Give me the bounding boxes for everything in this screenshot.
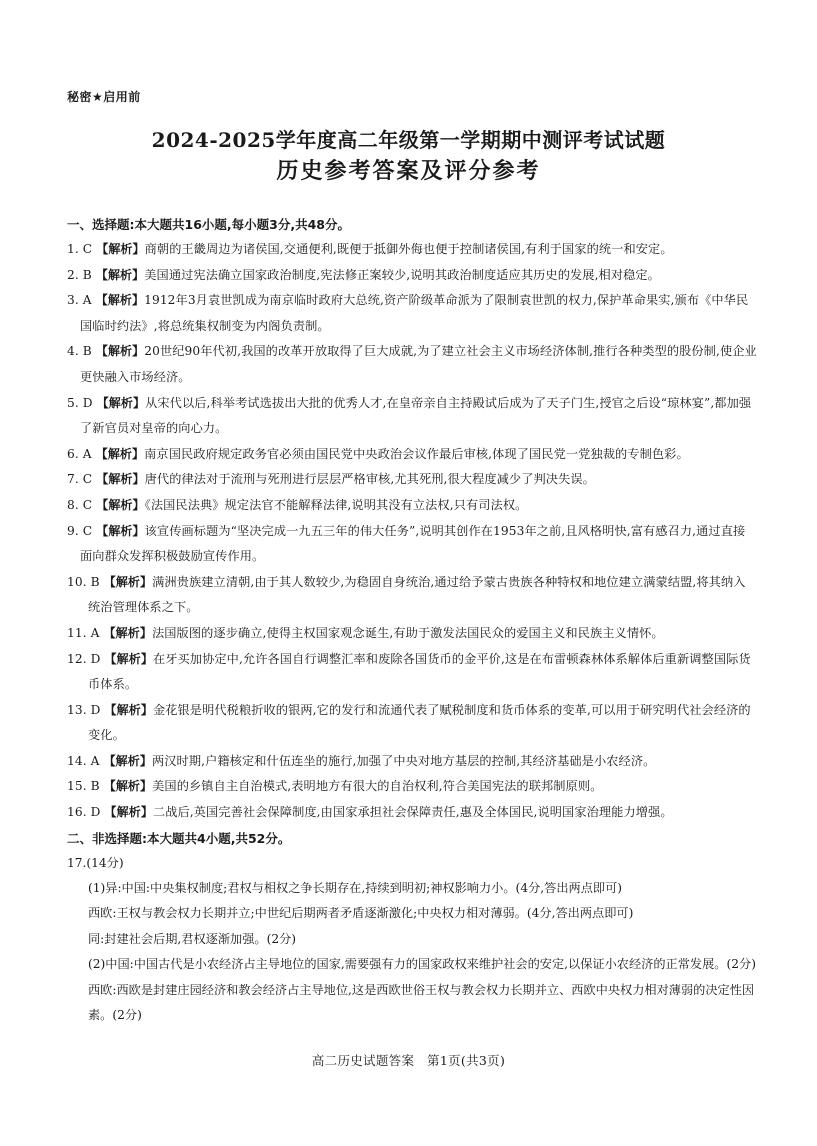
analysis-text: 南京国民政府规定政务官必须由国民党中央政治会议作最后审核,体现了国民党一党独裁的专制色彩。 <box>144 446 689 461</box>
exam-title: 2024-2025学年度高二年级第一学期期中测评考试试题 <box>151 128 666 152</box>
analysis-text: 商朝的王畿周边为诸侯国,交通便利,既便于抵御外侮也便于控制诸侯国,有利于国家的统一和安定。 <box>144 242 673 256</box>
analysis-tag: 【解析】 <box>96 497 145 512</box>
analysis-tag: 【解析】 <box>95 344 145 359</box>
answer-content <box>67 212 757 1029</box>
analysis-tag: 【解析】 <box>103 753 152 768</box>
analysis-tag: 【解析】 <box>96 395 146 410</box>
q17-part2-west: 西欧:西欧是封建庄园经济和教会经济占主导地位,这是西欧世俗王权与教会权力长期并立、西欧中央权力相对薄弱的决定性因素。(2分) <box>88 982 755 1023</box>
answer-item <box>67 800 757 826</box>
analysis-tag: 【解析】 <box>104 805 153 820</box>
analysis-tag: 【解析】 <box>95 293 145 308</box>
answer-number: 10. B <box>67 574 100 589</box>
answer-item <box>67 467 757 493</box>
answer-number: 14. A <box>67 753 100 768</box>
analysis-tag: 【解析】 <box>103 779 153 794</box>
answer-number: 8. C <box>67 497 93 512</box>
analysis-text: 美国的乡镇自主自治模式,表明地方有很大的自治权利,符合美国宪法的联邦制原则。 <box>152 779 603 794</box>
answer-item <box>67 519 757 570</box>
exam-subtitle: 历史参考答案及评分参考 <box>276 159 541 184</box>
analysis-tag: 【解析】 <box>96 242 145 256</box>
analysis-text: 金花银是明代税粮折收的银两,它的发行和流通代表了赋税制度和货币体系的变革,可以用于研究明代社会经济的变化。 <box>88 702 751 743</box>
q17-part1-similarity: 同:封建社会后期,君权逐渐加强。(2分) <box>88 931 297 946</box>
analysis-text: 《法国民法典》规定法官不能解释法律,说明其没有立法权,只有司法权。 <box>144 497 528 512</box>
answer-number: 4. B <box>67 344 92 359</box>
answer-number: 9. C <box>67 523 93 538</box>
answer-number: 11. A <box>67 625 100 640</box>
answer-number: 12. D <box>67 651 101 666</box>
answer-item <box>67 493 757 519</box>
answer-number: 16. D <box>67 805 101 820</box>
answer-item <box>67 621 757 647</box>
analysis-text: 在牙买加协定中,允许各国自行调整汇率和废除各国货币的金平价,这是在布雷顿森林体系解体后重新调整国际货币体系。 <box>88 651 751 692</box>
analysis-text: 美国通过宪法确立国家政治制度,宪法修正案较少,说明其政治制度适应其历史的发展,相对稳定。 <box>144 267 660 282</box>
answer-number: 2. B <box>67 267 92 282</box>
answer-number: 15. B <box>67 779 100 794</box>
answer-item <box>67 647 757 698</box>
answer-item <box>67 263 757 289</box>
analysis-text: 满洲贵族建立清朝,由于其人数较少,为稳固自身统治,通过给予蒙古贵族各种特权和地位建立满蒙结盟,将其纳入统治管理体系之下。 <box>88 574 746 615</box>
analysis-tag: 【解析】 <box>104 702 153 717</box>
answer-item <box>67 698 757 749</box>
answer-number: 6. A <box>67 446 92 461</box>
page-footer: 高二历史试题答案 第1页(共3页) <box>311 1053 506 1068</box>
q17-part1-difference-china: (1)异:中国:中央集权制度;君权与相权之争长期存在,持续到明初;神权影响力小。(4分,答出两点即可) <box>88 881 623 896</box>
q17-part1-difference-west: 西欧:王权与教会权力长期并立;中世纪后期两者矛盾逐渐激化;中央权力相对薄弱。(4分,答出两点即可) <box>88 906 634 921</box>
answer-item <box>67 570 757 621</box>
answer-item <box>67 749 757 775</box>
analysis-tag: 【解析】 <box>104 651 153 666</box>
answer-number: 7. C <box>67 472 93 487</box>
section1-heading: 一、选择题:本大题共16小题,每小题3分,共48分。 <box>67 217 350 232</box>
analysis-text: 20世纪90年代初,我国的改革开放取得了巨大成就,为了建立社会主义市场经济体制,推行各种类型的股份制,使企业更快融入市场经济。 <box>80 344 757 384</box>
answer-item <box>67 339 757 390</box>
question-17-label: 17.(14分) <box>67 855 124 870</box>
q17-part2-china: (2)中国:中国古代是小农经济占主导地位的国家,需要强有力的国家政权来维护社会的安定,以保证小农经济的正常发展。(2分) <box>88 957 756 972</box>
answer-number: 5. D <box>67 395 93 410</box>
answer-item <box>67 774 757 800</box>
answer-number: 1. C <box>67 242 93 256</box>
analysis-text: 二战后,英国完善社会保障制度,由国家承担社会保障责任,惠及全体国民,说明国家治理能力增强。 <box>152 805 673 820</box>
multiple-choice-list <box>67 237 757 826</box>
analysis-tag: 【解析】 <box>95 446 145 461</box>
analysis-text: 1912年3月袁世凯成为南京临时政府大总统,资产阶级革命派为了限制袁世凯的权力,保护革命果实,颁布《中华民国临时约法》,将总统集权制变为内阁负责制。 <box>80 293 749 333</box>
analysis-text: 该宣传画标题为“坚决完成一九五三年的伟大任务”,说明其创作在1953年之前,且风格明快,富有感召力,通过直接面向群众发挥积极鼓励宣传作用。 <box>80 523 746 564</box>
answer-number: 13. D <box>67 702 101 717</box>
analysis-tag: 【解析】 <box>95 267 145 282</box>
analysis-tag: 【解析】 <box>103 625 152 640</box>
section2-heading: 二、非选择题:本大题共4小题,共52分。 <box>67 830 291 846</box>
answer-item <box>67 391 757 442</box>
answer-item <box>67 288 757 339</box>
analysis-tag: 【解析】 <box>96 523 145 538</box>
analysis-text: 两汉时期,户籍核定和什伍连坐的施行,加强了中央对地方基层的控制,其经济基础是小农经济。 <box>151 753 656 768</box>
analysis-text: 法国版图的逐步确立,使得主权国家观念诞生,有助于激发法国民众的爱国主义和民族主义情怀。 <box>151 625 664 640</box>
confidential-label: 秘密★启用前 <box>67 90 141 104</box>
analysis-text: 从宋代以后,科举考试选拔出大批的优秀人才,在皇帝亲自主持殿试后成为了天子门生,授官之后设“琼林宴”,都加强了新官员对皇帝的向心力。 <box>80 395 752 436</box>
analysis-tag: 【解析】 <box>103 574 153 589</box>
analysis-tag: 【解析】 <box>96 472 145 487</box>
answer-number: 3. A <box>67 293 92 308</box>
answer-item <box>67 237 757 263</box>
analysis-text: 唐代的律法对于流刑与死刑进行层层严格审核,尤其死刑,很大程度减少了判决失误。 <box>144 472 595 487</box>
answer-item <box>67 442 757 468</box>
